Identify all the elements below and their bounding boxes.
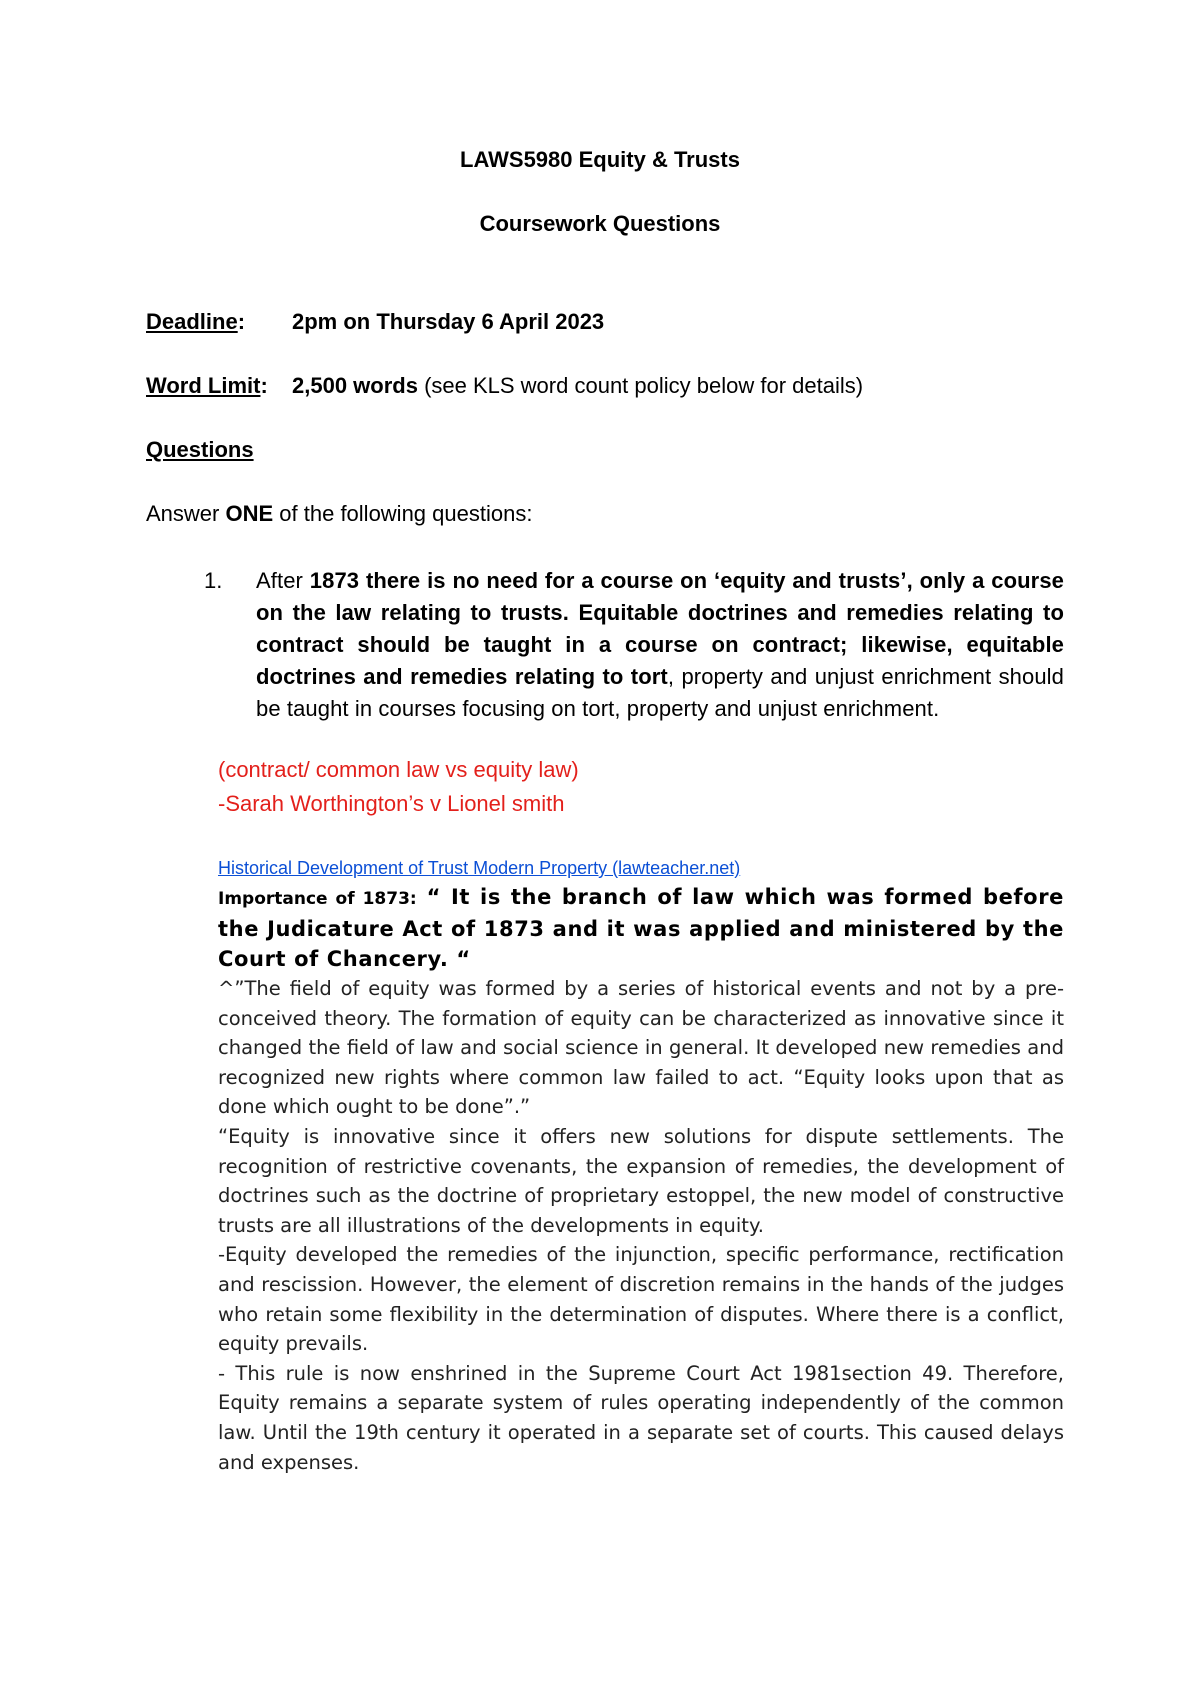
word-limit-value-group	[292, 373, 863, 399]
importance-quote: “ It is the branch of law which was formed before the Judicature Act of 1873 and it was applied and ministered by the Court of Chancery. “	[218, 885, 1064, 971]
question-text	[256, 565, 1064, 725]
instruction-prefix: Answer	[146, 501, 226, 526]
importance-label: Importance of 1873:	[218, 889, 417, 909]
note-paragraph-1: ^”The field of equity was formed by a series of historical events and not by a pre-conceived theory. The formation of equity can be characterized as innovative since it changed the field of law and social science in general. It developed new remedies and recognized new rights where common law failed to act. “Equity looks upon that as done which ought to be done”.”	[218, 977, 1064, 1119]
question-text-tail: , property and unjust enrichment should be taught in courses focusing on tort, property and unjust enrichment.	[256, 664, 1064, 721]
question-number: 1.	[204, 568, 223, 593]
deadline-value: 2pm on Thursday 6 April 2023	[292, 309, 605, 334]
document-subtitle: Coursework Questions	[479, 211, 721, 236]
word-limit-colon: :	[260, 373, 268, 398]
deadline-row	[146, 309, 605, 335]
deadline-colon: :	[237, 309, 246, 334]
instruction-emphasis: ONE	[225, 501, 274, 526]
questions-heading: Questions	[146, 437, 254, 462]
annotation-line-2: -Sarah Worthington’s v Lionel smith	[218, 791, 565, 816]
word-limit-value: 2,500 words	[292, 373, 418, 398]
note-paragraph-2: “Equity is innovative since it offers new solutions for dispute settlements. The recognition of restrictive covenants, the expansion of remedies, the development of doctrines such as the doctrine of proprietary estoppel, the new model of constructive trusts are all illustrations of the developments in equity.	[218, 1124, 1064, 1237]
source-link[interactable]: Historical Development of Trust Modern Property (lawteacher.net)	[218, 858, 741, 878]
word-limit-note: (see KLS word count policy below for details)	[417, 373, 864, 398]
importance-paragraph	[218, 882, 1064, 974]
instruction-text	[146, 501, 532, 527]
instruction-suffix: of the following questions:	[273, 501, 533, 526]
question-text-lead: After	[256, 568, 310, 593]
note-paragraph-4: - This rule is now enshrined in the Supreme Court Act 1981section 49. Therefore, Equity remains a separate system of rules operating independently of the common law. Until the 19th century it operated in a separate set of courts. This caused delays and expenses.	[218, 1361, 1064, 1474]
research-notes	[218, 856, 1064, 1477]
note-paragraph-3: -Equity developed the remedies of the injunction, specific performance, rectification and rescission. However, the element of discretion remains in the hands of the judges who retain some flexibility in the determination of disputes. Where there is a conflict, equity prevails.	[218, 1243, 1064, 1356]
deadline-label: Deadline	[146, 309, 238, 334]
word-limit-row	[146, 373, 864, 399]
question-text-bold: 1873 there is no need for a course on ‘equity and trusts’, only a course on the law relating to trusts. Equitable doctrines and remedies relating to contract should be taught in a course on contract; likewise, equitable doctrines and remedies relating to tort	[256, 568, 1064, 689]
document-title: LAWS5980 Equity & Trusts	[460, 147, 740, 172]
word-limit-label: Word Limit	[146, 373, 261, 398]
annotation-line-1: (contract/ common law vs equity law)	[218, 757, 579, 782]
